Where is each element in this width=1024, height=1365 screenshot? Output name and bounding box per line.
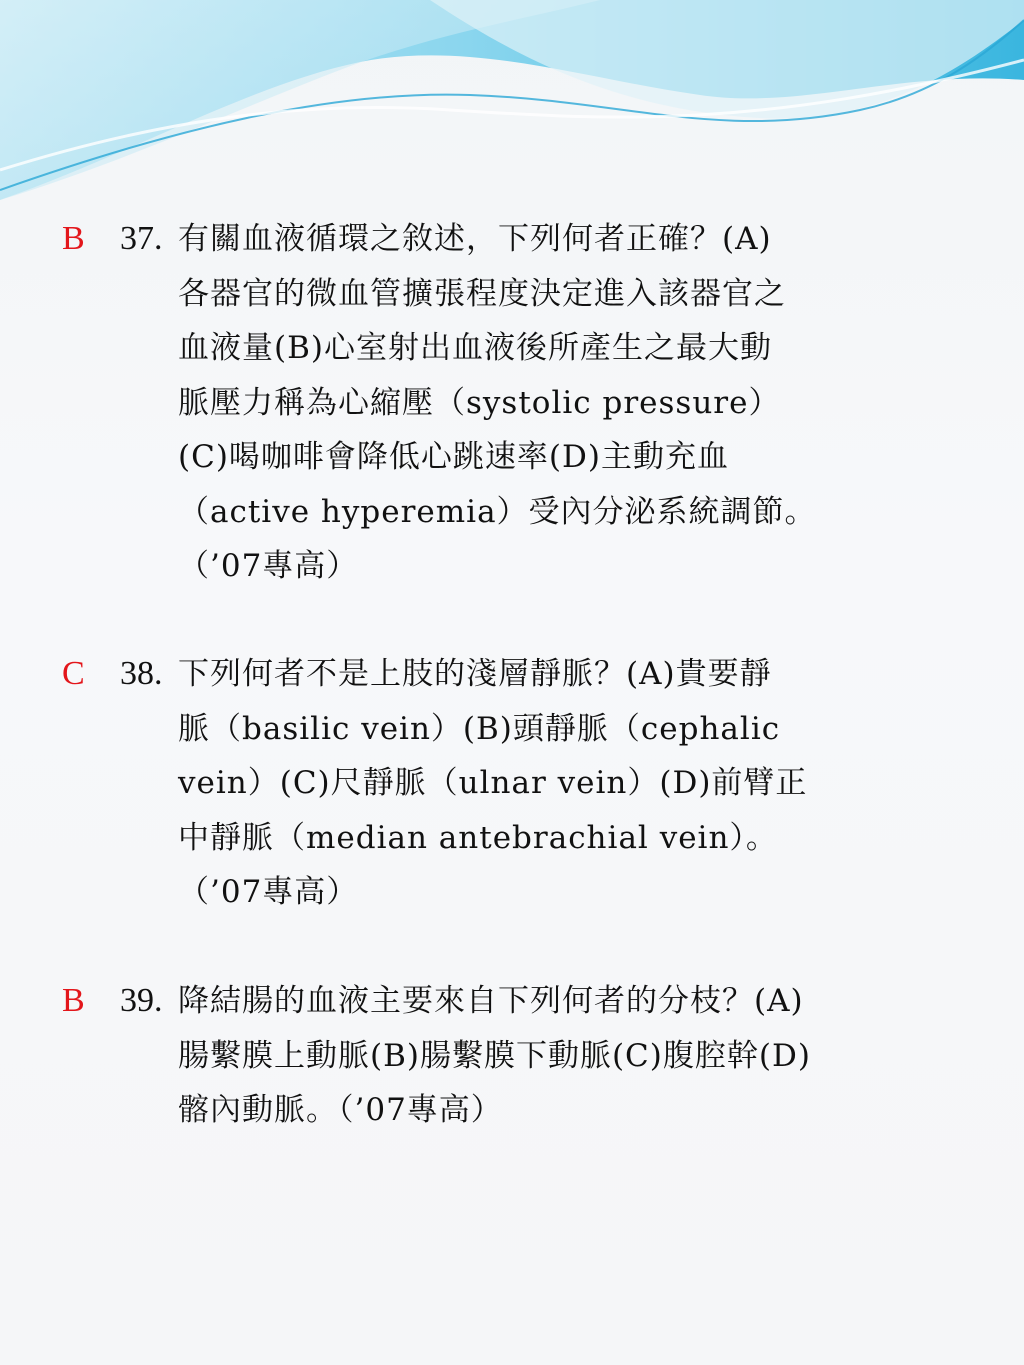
question-text [178,647,918,920]
question-number: 38. [120,655,163,692]
question-line: vein）(C)尺靜脈（ulnar vein）(D)前臂正 [178,765,808,801]
question-source: （’07專高） [178,874,359,910]
question-line: 下列何者不是上肢的淺層靜脈？(A)貴要靜 [178,656,772,692]
question-line: (C)喝咖啡會降低心跳速率(D)主動充血 [178,439,729,475]
question-text [178,212,918,594]
answer-key: C [62,655,85,692]
answer-key: B [62,982,85,1019]
question-source: （’07專高） [178,548,359,584]
question-text [178,974,918,1138]
question-line: 中靜脈（median antebrachial vein）。 [178,819,778,856]
question-line: 降結腸的血液主要來自下列何者的分枝？(A) [178,983,804,1019]
question-line: 髂內動脈。（’07專高） [178,1092,503,1128]
question-line: 脈（basilic vein）(B)頭靜脈（cephalic [178,710,781,747]
question-line: 有關血液循環之敘述，下列何者正確？(A) [178,221,772,257]
question-line: 各器官的微血管擴張程度決定進入該器官之 [178,275,786,312]
question-line: 腸繫膜上動脈(B)腸繫膜下動脈(C)腹腔幹(D) [178,1037,811,1074]
question-line: 血液量(B)心室射出血液後所產生之最大動 [178,330,772,366]
question-line: （active hyperemia）受內分泌系統調節。 [178,493,817,530]
header-wave-decoration [0,0,1024,230]
question-number: 39. [120,982,163,1019]
question-number: 37. [120,220,163,257]
answer-key: B [62,220,85,257]
question-line: 脈壓力稱為心縮壓（systolic pressure） [178,384,781,421]
